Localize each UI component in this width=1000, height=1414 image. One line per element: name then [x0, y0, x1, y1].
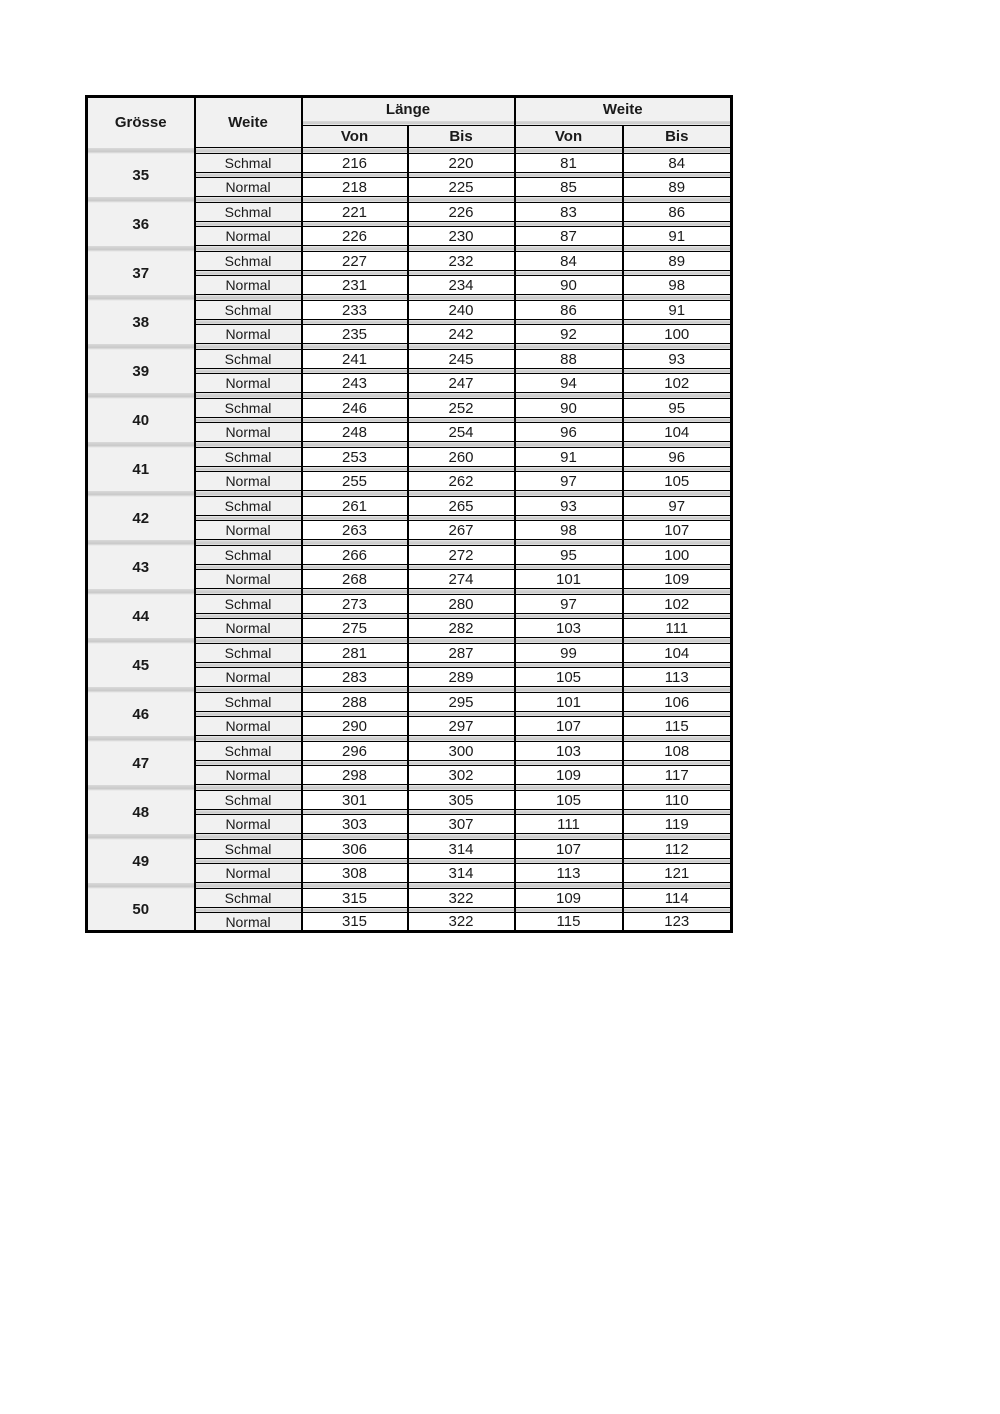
weite-von-cell: 98 [515, 521, 623, 540]
weite-von-cell: 107 [515, 840, 623, 859]
weite-von-cell: 91 [515, 448, 623, 467]
width-type-cell: Normal [195, 913, 302, 932]
weite-bis-cell: 97 [623, 497, 732, 516]
weite-von-cell: 105 [515, 791, 623, 810]
header-cell-weite: Weite [195, 97, 302, 148]
laenge-bis-cell: 272 [408, 546, 515, 565]
laenge-von-cell: 315 [302, 889, 408, 908]
laenge-von-cell: 266 [302, 546, 408, 565]
table-row [87, 644, 732, 663]
laenge-von-cell: 288 [302, 693, 408, 712]
size-label-cell: 42 [87, 497, 195, 540]
weite-von-cell: 86 [515, 301, 623, 320]
laenge-bis-cell: 260 [408, 448, 515, 467]
width-type-cell: Normal [195, 717, 302, 736]
size-label-cell: 37 [87, 252, 195, 295]
laenge-bis-cell: 295 [408, 693, 515, 712]
weite-von-cell: 99 [515, 644, 623, 663]
laenge-von-cell: 275 [302, 619, 408, 638]
header-group-weite: Weite [515, 97, 732, 121]
weite-bis-cell: 113 [623, 668, 732, 687]
weite-von-cell: 109 [515, 889, 623, 908]
table-row [87, 693, 732, 712]
weite-von-cell: 107 [515, 717, 623, 736]
size-table [85, 95, 733, 933]
weite-bis-cell: 89 [623, 252, 732, 271]
size-label-cell: 44 [87, 595, 195, 638]
table-row [87, 889, 732, 908]
weite-bis-cell: 104 [623, 644, 732, 663]
width-type-cell: Normal [195, 325, 302, 344]
laenge-bis-cell: 305 [408, 791, 515, 810]
weite-von-cell: 115 [515, 913, 623, 932]
weite-bis-cell: 100 [623, 325, 732, 344]
laenge-von-cell: 298 [302, 766, 408, 785]
laenge-bis-cell: 307 [408, 815, 515, 834]
table-row [87, 448, 732, 467]
weite-von-cell: 111 [515, 815, 623, 834]
table-row [87, 546, 732, 565]
width-type-cell: Normal [195, 178, 302, 197]
table-row [87, 203, 732, 222]
width-type-cell: Schmal [195, 644, 302, 663]
width-type-cell: Schmal [195, 497, 302, 516]
laenge-bis-cell: 280 [408, 595, 515, 614]
width-type-cell: Schmal [195, 889, 302, 908]
weite-bis-cell: 102 [623, 374, 732, 393]
weite-bis-cell: 121 [623, 864, 732, 883]
laenge-bis-cell: 265 [408, 497, 515, 516]
laenge-von-cell: 315 [302, 913, 408, 932]
laenge-von-cell: 216 [302, 154, 408, 173]
laenge-bis-cell: 230 [408, 227, 515, 246]
table-row [87, 301, 732, 320]
weite-von-cell: 93 [515, 497, 623, 516]
table-row [87, 595, 732, 614]
weite-bis-cell: 109 [623, 570, 732, 589]
laenge-von-cell: 231 [302, 276, 408, 295]
width-type-cell: Normal [195, 276, 302, 295]
laenge-von-cell: 268 [302, 570, 408, 589]
weite-bis-cell: 98 [623, 276, 732, 295]
laenge-von-cell: 306 [302, 840, 408, 859]
laenge-bis-cell: 297 [408, 717, 515, 736]
laenge-bis-cell: 234 [408, 276, 515, 295]
size-label-cell: 43 [87, 546, 195, 589]
laenge-bis-cell: 322 [408, 889, 515, 908]
width-type-cell: Normal [195, 570, 302, 589]
weite-von-cell: 105 [515, 668, 623, 687]
width-type-cell: Schmal [195, 350, 302, 369]
table-row [87, 742, 732, 761]
weite-von-cell: 97 [515, 472, 623, 491]
laenge-bis-cell: 240 [408, 301, 515, 320]
width-type-cell: Schmal [195, 252, 302, 271]
size-label-cell: 36 [87, 203, 195, 246]
weite-bis-cell: 95 [623, 399, 732, 418]
header-cell-groesse: Grösse [87, 97, 195, 148]
header-sub-weite-von: Von [515, 126, 623, 148]
laenge-bis-cell: 314 [408, 840, 515, 859]
laenge-bis-cell: 242 [408, 325, 515, 344]
laenge-von-cell: 248 [302, 423, 408, 442]
width-type-cell: Normal [195, 227, 302, 246]
width-type-cell: Schmal [195, 546, 302, 565]
laenge-bis-cell: 287 [408, 644, 515, 663]
width-type-cell: Normal [195, 374, 302, 393]
weite-bis-cell: 110 [623, 791, 732, 810]
laenge-bis-cell: 245 [408, 350, 515, 369]
width-type-cell: Normal [195, 864, 302, 883]
laenge-von-cell: 303 [302, 815, 408, 834]
weite-bis-cell: 91 [623, 227, 732, 246]
size-label-cell: 41 [87, 448, 195, 491]
width-type-cell: Normal [195, 423, 302, 442]
laenge-bis-cell: 289 [408, 668, 515, 687]
weite-von-cell: 85 [515, 178, 623, 197]
laenge-von-cell: 227 [302, 252, 408, 271]
laenge-von-cell: 263 [302, 521, 408, 540]
weite-bis-cell: 102 [623, 595, 732, 614]
width-type-cell: Schmal [195, 742, 302, 761]
laenge-von-cell: 253 [302, 448, 408, 467]
weite-von-cell: 101 [515, 693, 623, 712]
table-row [87, 399, 732, 418]
laenge-von-cell: 221 [302, 203, 408, 222]
weite-bis-cell: 100 [623, 546, 732, 565]
weite-von-cell: 90 [515, 276, 623, 295]
laenge-bis-cell: 274 [408, 570, 515, 589]
weite-bis-cell: 106 [623, 693, 732, 712]
table-row [87, 252, 732, 271]
weite-bis-cell: 108 [623, 742, 732, 761]
weite-von-cell: 92 [515, 325, 623, 344]
laenge-von-cell: 283 [302, 668, 408, 687]
laenge-von-cell: 235 [302, 325, 408, 344]
table-header [87, 97, 732, 148]
laenge-bis-cell: 247 [408, 374, 515, 393]
laenge-bis-cell: 252 [408, 399, 515, 418]
laenge-von-cell: 226 [302, 227, 408, 246]
laenge-bis-cell: 226 [408, 203, 515, 222]
weite-bis-cell: 93 [623, 350, 732, 369]
header-group-laenge: Länge [302, 97, 515, 121]
weite-von-cell: 84 [515, 252, 623, 271]
size-label-cell: 49 [87, 840, 195, 883]
laenge-bis-cell: 232 [408, 252, 515, 271]
laenge-bis-cell: 282 [408, 619, 515, 638]
weite-bis-cell: 123 [623, 913, 732, 932]
size-label-cell: 35 [87, 154, 195, 197]
laenge-von-cell: 255 [302, 472, 408, 491]
weite-von-cell: 96 [515, 423, 623, 442]
width-type-cell: Schmal [195, 203, 302, 222]
weite-von-cell: 113 [515, 864, 623, 883]
table-row [87, 350, 732, 369]
width-type-cell: Normal [195, 472, 302, 491]
weite-von-cell: 88 [515, 350, 623, 369]
laenge-bis-cell: 322 [408, 913, 515, 932]
table-row [87, 497, 732, 516]
width-type-cell: Normal [195, 815, 302, 834]
laenge-von-cell: 296 [302, 742, 408, 761]
header-sub-laenge-bis: Bis [408, 126, 515, 148]
laenge-von-cell: 308 [302, 864, 408, 883]
weite-bis-cell: 96 [623, 448, 732, 467]
width-type-cell: Normal [195, 521, 302, 540]
size-label-cell: 48 [87, 791, 195, 834]
laenge-bis-cell: 225 [408, 178, 515, 197]
laenge-von-cell: 281 [302, 644, 408, 663]
header-sub-laenge-von: Von [302, 126, 408, 148]
width-type-cell: Schmal [195, 791, 302, 810]
weite-von-cell: 87 [515, 227, 623, 246]
width-type-cell: Schmal [195, 840, 302, 859]
laenge-bis-cell: 262 [408, 472, 515, 491]
header-sub-weite-bis: Bis [623, 126, 732, 148]
weite-von-cell: 95 [515, 546, 623, 565]
weite-von-cell: 103 [515, 742, 623, 761]
size-label-cell: 50 [87, 889, 195, 932]
weite-von-cell: 109 [515, 766, 623, 785]
size-label-cell: 40 [87, 399, 195, 442]
weite-von-cell: 101 [515, 570, 623, 589]
weite-von-cell: 103 [515, 619, 623, 638]
laenge-von-cell: 261 [302, 497, 408, 516]
table-body [87, 148, 732, 932]
laenge-bis-cell: 300 [408, 742, 515, 761]
width-type-cell: Normal [195, 668, 302, 687]
width-type-cell: Schmal [195, 595, 302, 614]
weite-bis-cell: 84 [623, 154, 732, 173]
weite-bis-cell: 114 [623, 889, 732, 908]
table-row [87, 154, 732, 173]
width-type-cell: Schmal [195, 448, 302, 467]
laenge-bis-cell: 314 [408, 864, 515, 883]
weite-bis-cell: 107 [623, 521, 732, 540]
weite-bis-cell: 89 [623, 178, 732, 197]
weite-bis-cell: 105 [623, 472, 732, 491]
table-row [87, 791, 732, 810]
width-type-cell: Normal [195, 766, 302, 785]
weite-bis-cell: 104 [623, 423, 732, 442]
laenge-von-cell: 301 [302, 791, 408, 810]
laenge-bis-cell: 302 [408, 766, 515, 785]
laenge-von-cell: 273 [302, 595, 408, 614]
size-label-cell: 46 [87, 693, 195, 736]
laenge-bis-cell: 267 [408, 521, 515, 540]
laenge-bis-cell: 220 [408, 154, 515, 173]
weite-bis-cell: 111 [623, 619, 732, 638]
laenge-von-cell: 290 [302, 717, 408, 736]
laenge-von-cell: 218 [302, 178, 408, 197]
table-row [87, 840, 732, 859]
weite-bis-cell: 86 [623, 203, 732, 222]
size-label-cell: 45 [87, 644, 195, 687]
weite-bis-cell: 112 [623, 840, 732, 859]
width-type-cell: Normal [195, 619, 302, 638]
laenge-von-cell: 243 [302, 374, 408, 393]
size-label-cell: 47 [87, 742, 195, 785]
weite-bis-cell: 91 [623, 301, 732, 320]
weite-bis-cell: 115 [623, 717, 732, 736]
width-type-cell: Schmal [195, 693, 302, 712]
width-type-cell: Schmal [195, 154, 302, 173]
laenge-bis-cell: 254 [408, 423, 515, 442]
laenge-von-cell: 233 [302, 301, 408, 320]
weite-bis-cell: 117 [623, 766, 732, 785]
weite-von-cell: 90 [515, 399, 623, 418]
weite-von-cell: 97 [515, 595, 623, 614]
weite-von-cell: 81 [515, 154, 623, 173]
size-label-cell: 38 [87, 301, 195, 344]
width-type-cell: Schmal [195, 301, 302, 320]
weite-von-cell: 83 [515, 203, 623, 222]
laenge-von-cell: 246 [302, 399, 408, 418]
width-type-cell: Schmal [195, 399, 302, 418]
weite-von-cell: 94 [515, 374, 623, 393]
laenge-von-cell: 241 [302, 350, 408, 369]
weite-bis-cell: 119 [623, 815, 732, 834]
size-label-cell: 39 [87, 350, 195, 393]
